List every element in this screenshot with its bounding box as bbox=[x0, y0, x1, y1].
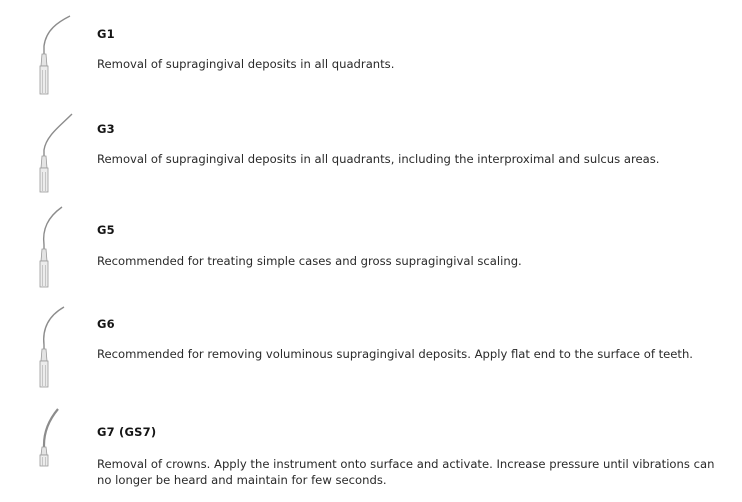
tip-item-g3 bbox=[0, 100, 742, 195]
scaler-tip-g3-icon bbox=[22, 112, 82, 194]
tip-item-g1 bbox=[0, 0, 742, 100]
tip-description: Removal of supragingival deposits in all quadrants, including the interproximal and sulcus areas. bbox=[97, 152, 660, 166]
tip-code: G5 bbox=[97, 223, 115, 237]
tip-code: G1 bbox=[97, 27, 115, 41]
tip-item-g5 bbox=[0, 195, 742, 295]
tip-description: Recommended for treating simple cases and gross supragingival scaling. bbox=[97, 254, 522, 268]
tip-description: Removal of supragingival deposits in all quadrants. bbox=[97, 57, 395, 71]
scaler-tip-g7-icon bbox=[22, 407, 82, 467]
tip-code: G3 bbox=[97, 122, 115, 136]
tip-code: G6 bbox=[97, 317, 115, 331]
tip-description: Recommended for removing voluminous supragingival deposits. Apply flat end to the surface of teeth. bbox=[97, 347, 693, 361]
scaler-tip-g1-icon bbox=[22, 14, 82, 96]
scaler-tip-g5-icon bbox=[22, 205, 82, 289]
tip-code: G7 (GS7) bbox=[97, 425, 157, 439]
tip-item-g7 bbox=[0, 395, 742, 502]
tip-description: Removal of crowns. Apply the instrument onto surface and activate. Increase pressure until vibrations can no longer be heard and maintain for few seconds. bbox=[97, 457, 715, 487]
tip-item-g6 bbox=[0, 295, 742, 395]
scaler-tip-g6-icon bbox=[22, 305, 82, 389]
